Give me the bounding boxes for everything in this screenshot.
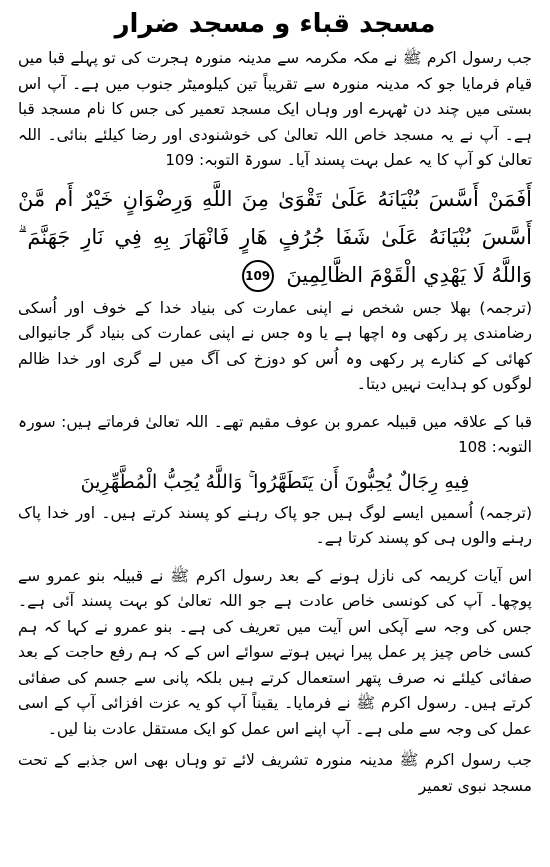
translation-paragraph-2: (ترجمہ) اُسمیں ایسے لوگ ہیں جو پاک رہنے کو پسند کرتے ہیں۔ اور خدا پاک رہنے والوں ہی کو پسند کرتا ہے۔ (18, 503, 532, 547)
quba-ref-number: 108 (458, 438, 487, 456)
quran-verse-text: أَفَمَنْ أَسَّسَ بُنْيَانَهُ عَلَىٰ تَقْوَىٰ مِنَ اللَّهِ وَرِضْوَانٍ خَيْرٌ أَم مَّنْ أَسَّسَ بُنْيَانَهُ عَلَىٰ شَفَا جُرُفٍ هَارٍ فَانْهَارَ بِهِ فِي نَارِ جَهَنَّمَ ۗ وَاللَّهُ لَا يَهْدِي الْقَوْمَ الظَّالِمِينَ (18, 186, 532, 287)
closing-line: جب رسول اکرم ﷺ مدینہ منورہ تشریف لائے تو وہاں بھی اس جذبے کے تحت مسجد نبوی تعمیر (18, 751, 532, 795)
page-title: مسجد قباء و مسجد ضرار (114, 9, 436, 39)
ayah-number-medallion: 109 (242, 260, 274, 292)
quran-verse-109 (18, 180, 532, 294)
quba-intro-paragraph (18, 410, 532, 461)
translation-paragraph-1: (ترجمہ) بھلا جس شخص نے اپنی عمارت کی بنیاد خدا کے خوف اور اُسکی رضامندی پر رکھی وہ اچھا ہے یا وہ جس نے اپنی عمارت کی بنیاد گر جانیوالی کھائی کے کنارے پر رکھی وہ اُس کو دوزخ کی آگ میں لے گری اور خدا ظالم لوگوں کو ہدایت نہیں دیتا۔ (18, 298, 532, 393)
quba-intro-text: قبا کے علاقہ میں قبیلہ عمرو بن عوف مقیم تھے۔ اللہ تعالیٰ فرماتے ہیں: سورہ التوبہ: (18, 412, 532, 456)
hadith-paragraph: اس آیات کریمہ کی نازل ہونے کے بعد رسول اکرم ﷺ نے قبیلہ بنو عمرو سے پوچھا۔ آپ کی کونسی خاص عادت ہے جو اللہ تعالیٰ کو بہت پسند آئی ہے۔ جس کی وجہ سے آپکی اس آیت میں تعریف کی ہے۔ بنو عمرو نے کہا کہ ہم کسی خاص چیز پر عمل پیرا نہیں ہوتے سوائے اس کے کہ ہم رفع حاجت کے بعد صفائی کیلئے نہ صرف پتھر استعمال کرتے ہیں بلکہ پانی سے جسم کی صفائی کرتے ہیں۔ رسول اکرم ﷺ نے فرمایا۔ یقیناً آپ کو یہ عزت افزائی آپ کے اسی عمل کی وجہ سے ملی ہے۔ آپ اپنے اس عمل کو ایک مستقل عادت بنا لیں۔ (18, 566, 532, 738)
quran-verse-108: فِيهِ رِجَالٌ يُحِبُّونَ أَن يَتَطَهَّرُوا ۚ وَاللَّهُ يُحِبُّ الْمُطَّهِّرِينَ (80, 470, 470, 493)
intro-paragraph (18, 46, 532, 174)
intro-text: جب رسول اکرم ﷺ نے مکہ مکرمہ سے مدینہ منورہ ہجرت کی تو پہلے قبا میں قیام فرمایا جو کہ مدینہ منورہ سے تقریباً تین کیلومیٹر جنوب میں ہے۔ آپ اس بستی میں چند دن ٹھہرے اور وہاں ایک مسجد تعمیر کی جس کا نام مسجد قبا ہے۔ آپ نے یہ مسجد خاص اللہ تعالیٰ کی خوشنودی اور رضا کیلئے بنائی۔ اللہ تعالیٰ کو آپ کا یہ عمل بہت پسند آیا۔ سورۃ التوبہ: (18, 49, 532, 169)
intro-ref-number: 109 (165, 151, 195, 169)
